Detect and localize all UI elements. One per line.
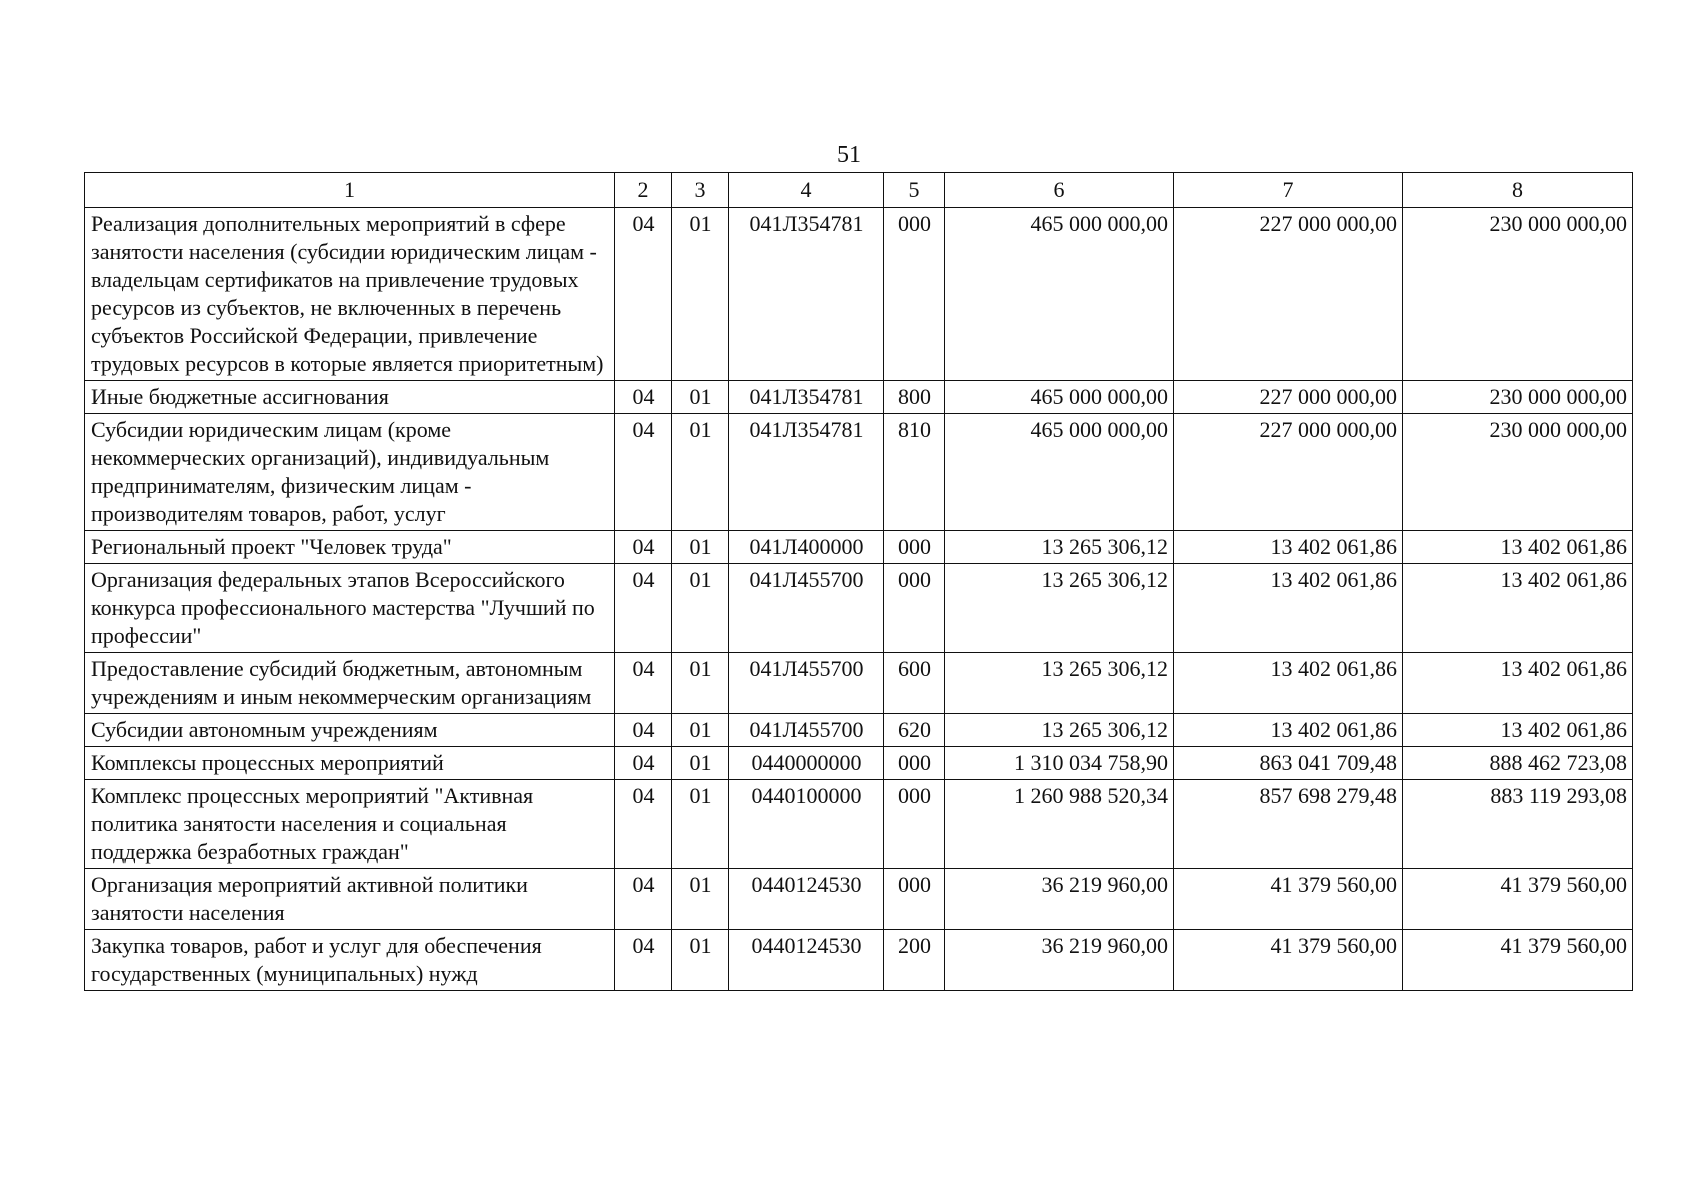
row-amount-7: 13 402 061,86 xyxy=(1174,653,1403,714)
row-target-code: 041Л400000 xyxy=(729,531,884,564)
row-section: 04 xyxy=(615,930,672,991)
table-row xyxy=(85,714,1633,747)
header-col-3: 3 xyxy=(672,173,729,208)
row-subsection: 01 xyxy=(672,414,729,531)
row-amount-7: 863 041 709,48 xyxy=(1174,747,1403,780)
row-name: Региональный проект "Человек труда" xyxy=(85,531,615,564)
row-name: Предоставление субсидий бюджетным, автономным учреждениям и иным некоммерческим организациям xyxy=(85,653,615,714)
row-expense-type: 000 xyxy=(884,564,945,653)
row-name: Организация мероприятий активной политики занятости населения xyxy=(85,869,615,930)
row-target-code: 0440000000 xyxy=(729,747,884,780)
row-subsection: 01 xyxy=(672,747,729,780)
row-amount-7: 227 000 000,00 xyxy=(1174,414,1403,531)
row-amount-8: 230 000 000,00 xyxy=(1403,414,1633,531)
row-expense-type: 000 xyxy=(884,747,945,780)
row-expense-type: 200 xyxy=(884,930,945,991)
header-col-8: 8 xyxy=(1403,173,1633,208)
table-row xyxy=(85,747,1633,780)
row-name: Иные бюджетные ассигнования xyxy=(85,381,615,414)
row-subsection: 01 xyxy=(672,714,729,747)
row-amount-7: 13 402 061,86 xyxy=(1174,564,1403,653)
row-subsection: 01 xyxy=(672,208,729,381)
row-amount-6: 465 000 000,00 xyxy=(945,414,1174,531)
row-name: Реализация дополнительных мероприятий в сфере занятости населения (субсидии юридическим лицам - владельцам сертификатов на привлечение трудовых ресурсов из субъектов, не включенных в перечень субъектов Российской Федерации, привлечение трудовых ресурсов в которые является приоритетным) xyxy=(85,208,615,381)
header-col-6: 6 xyxy=(945,173,1174,208)
row-section: 04 xyxy=(615,531,672,564)
table-row xyxy=(85,531,1633,564)
budget-table xyxy=(84,172,1633,991)
row-name: Организация федеральных этапов Всероссийского конкурса профессионального мастерства "Лучший по профессии" xyxy=(85,564,615,653)
row-amount-7: 857 698 279,48 xyxy=(1174,780,1403,869)
row-amount-6: 13 265 306,12 xyxy=(945,714,1174,747)
header-col-2: 2 xyxy=(615,173,672,208)
row-name: Субсидии юридическим лицам (кроме некоммерческих организаций), индивидуальным предпринимателям, физическим лицам - производителям товаров, работ, услуг xyxy=(85,414,615,531)
row-amount-6: 465 000 000,00 xyxy=(945,381,1174,414)
row-expense-type: 000 xyxy=(884,531,945,564)
row-amount-8: 13 402 061,86 xyxy=(1403,714,1633,747)
row-amount-7: 227 000 000,00 xyxy=(1174,208,1403,381)
row-subsection: 01 xyxy=(672,930,729,991)
row-section: 04 xyxy=(615,714,672,747)
row-amount-8: 230 000 000,00 xyxy=(1403,208,1633,381)
row-subsection: 01 xyxy=(672,564,729,653)
row-expense-type: 810 xyxy=(884,414,945,531)
row-target-code: 0440124530 xyxy=(729,930,884,991)
row-name: Комплексы процессных мероприятий xyxy=(85,747,615,780)
row-subsection: 01 xyxy=(672,869,729,930)
table-row xyxy=(85,414,1633,531)
row-amount-6: 36 219 960,00 xyxy=(945,869,1174,930)
row-name: Субсидии автономным учреждениям xyxy=(85,714,615,747)
row-target-code: 041Л455700 xyxy=(729,653,884,714)
row-amount-7: 41 379 560,00 xyxy=(1174,930,1403,991)
row-name: Закупка товаров, работ и услуг для обеспечения государственных (муниципальных) нужд xyxy=(85,930,615,991)
row-target-code: 041Л354781 xyxy=(729,208,884,381)
row-expense-type: 800 xyxy=(884,381,945,414)
row-target-code: 0440100000 xyxy=(729,780,884,869)
row-section: 04 xyxy=(615,747,672,780)
row-amount-7: 13 402 061,86 xyxy=(1174,531,1403,564)
table-row xyxy=(85,381,1633,414)
table-row xyxy=(85,564,1633,653)
row-name: Комплекс процессных мероприятий "Активная политика занятости населения и социальная поддержка безработных граждан" xyxy=(85,780,615,869)
header-col-4: 4 xyxy=(729,173,884,208)
row-amount-6: 36 219 960,00 xyxy=(945,930,1174,991)
row-amount-8: 41 379 560,00 xyxy=(1403,930,1633,991)
row-amount-6: 13 265 306,12 xyxy=(945,531,1174,564)
row-section: 04 xyxy=(615,780,672,869)
row-amount-6: 13 265 306,12 xyxy=(945,653,1174,714)
header-row xyxy=(85,173,1633,208)
header-col-5: 5 xyxy=(884,173,945,208)
header-col-1: 1 xyxy=(85,173,615,208)
row-amount-8: 888 462 723,08 xyxy=(1403,747,1633,780)
table-row xyxy=(85,208,1633,381)
row-subsection: 01 xyxy=(672,653,729,714)
row-section: 04 xyxy=(615,414,672,531)
row-expense-type: 000 xyxy=(884,869,945,930)
row-subsection: 01 xyxy=(672,780,729,869)
header-col-7: 7 xyxy=(1174,173,1403,208)
row-amount-6: 1 310 034 758,90 xyxy=(945,747,1174,780)
row-amount-6: 1 260 988 520,34 xyxy=(945,780,1174,869)
row-amount-7: 13 402 061,86 xyxy=(1174,714,1403,747)
row-target-code: 041Л354781 xyxy=(729,414,884,531)
row-amount-8: 13 402 061,86 xyxy=(1403,653,1633,714)
row-target-code: 041Л455700 xyxy=(729,564,884,653)
row-expense-type: 000 xyxy=(884,780,945,869)
row-section: 04 xyxy=(615,869,672,930)
row-section: 04 xyxy=(615,653,672,714)
row-amount-8: 230 000 000,00 xyxy=(1403,381,1633,414)
row-section: 04 xyxy=(615,208,672,381)
row-amount-7: 41 379 560,00 xyxy=(1174,869,1403,930)
row-amount-8: 41 379 560,00 xyxy=(1403,869,1633,930)
row-amount-7: 227 000 000,00 xyxy=(1174,381,1403,414)
row-expense-type: 000 xyxy=(884,208,945,381)
table-row xyxy=(85,869,1633,930)
row-amount-8: 883 119 293,08 xyxy=(1403,780,1633,869)
row-target-code: 041Л354781 xyxy=(729,381,884,414)
row-section: 04 xyxy=(615,564,672,653)
row-amount-8: 13 402 061,86 xyxy=(1403,531,1633,564)
row-target-code: 041Л455700 xyxy=(729,714,884,747)
row-expense-type: 620 xyxy=(884,714,945,747)
row-amount-6: 465 000 000,00 xyxy=(945,208,1174,381)
row-amount-8: 13 402 061,86 xyxy=(1403,564,1633,653)
table-row xyxy=(85,653,1633,714)
page-number: 51 xyxy=(837,142,861,168)
row-target-code: 0440124530 xyxy=(729,869,884,930)
row-subsection: 01 xyxy=(672,381,729,414)
row-amount-6: 13 265 306,12 xyxy=(945,564,1174,653)
table-row xyxy=(85,930,1633,991)
table-row xyxy=(85,780,1633,869)
row-expense-type: 600 xyxy=(884,653,945,714)
row-section: 04 xyxy=(615,381,672,414)
row-subsection: 01 xyxy=(672,531,729,564)
